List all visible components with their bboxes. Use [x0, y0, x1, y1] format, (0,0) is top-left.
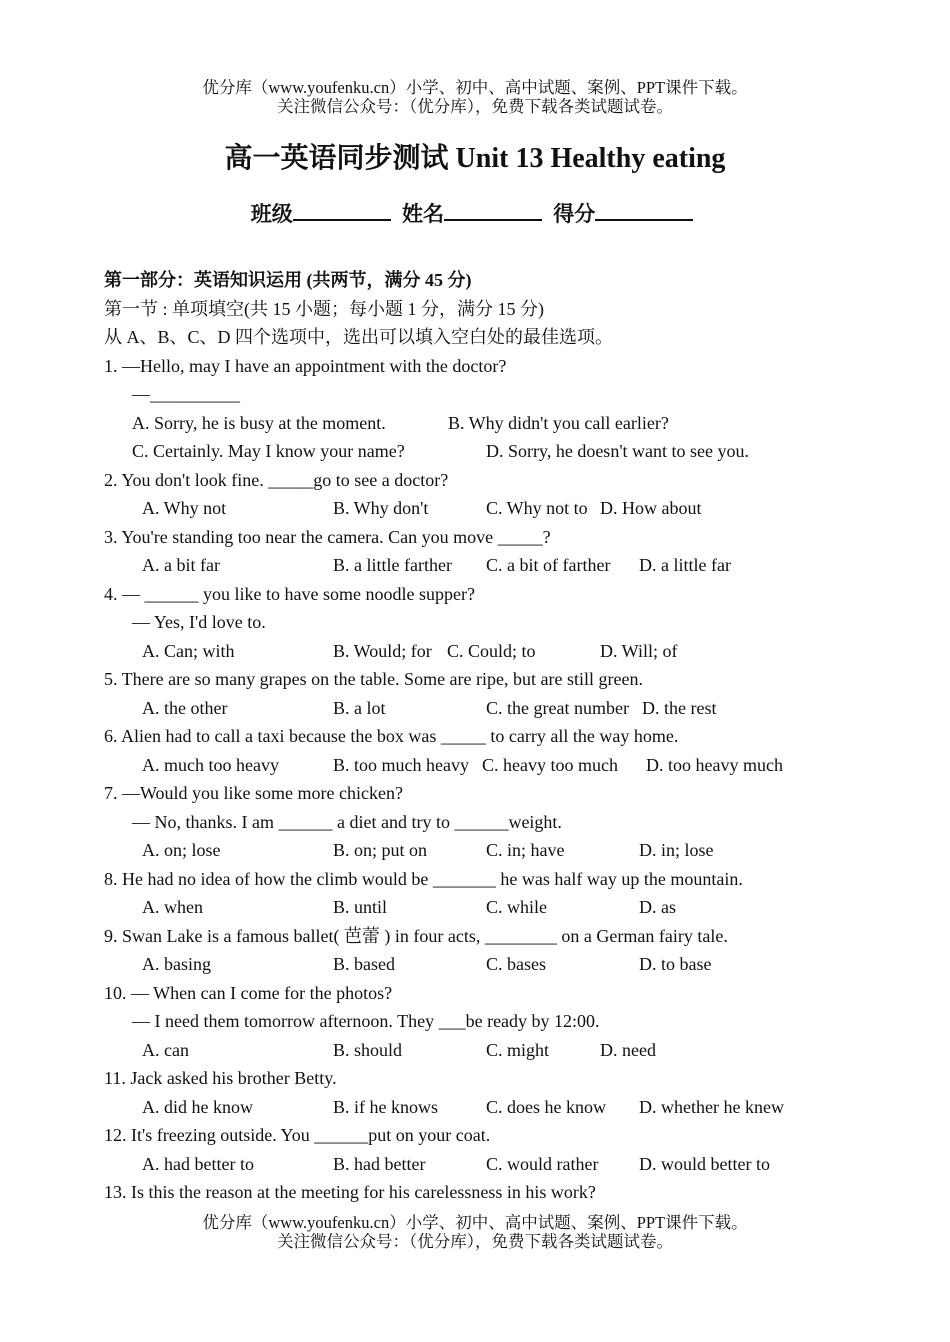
question-item [104, 865, 824, 922]
question-stem: 6. Alien had to call a taxi because the box was _____ to carry all the way home. [104, 726, 679, 746]
page-title: 高一英语同步测试 Unit 13 Healthy eating [224, 143, 726, 174]
answer-option: B. Why didn't you call earlier? [448, 412, 669, 433]
answer-option: D. would better to [639, 1153, 770, 1174]
answer-option: D. in; lose [639, 840, 714, 860]
option-row [104, 893, 824, 922]
answer-option: A. can [142, 1039, 189, 1060]
option-row [104, 637, 824, 666]
answer-option: A. basing [142, 954, 211, 974]
answer-option: A. much too heavy [142, 754, 279, 775]
answer-option: B. on; put on [333, 840, 428, 860]
footer-line-2: 关注微信公众号：（优分库），免费下载各类试题试卷。 [277, 1232, 673, 1251]
answer-option: B. if he knows [333, 1096, 438, 1117]
answer-option: D. a little far [639, 555, 731, 575]
option-row [104, 950, 824, 979]
answer-option: B. a little farther [333, 555, 452, 575]
question-dialogue-line: — Yes, I'd love to. [132, 612, 266, 632]
answer-option: B. had better [333, 1153, 426, 1174]
question-stem: 7. —Would you like some more chicken? [104, 783, 403, 803]
answer-option: D. the rest [642, 697, 717, 718]
page-header [0, 78, 950, 116]
answer-option: A. Why not [142, 498, 227, 518]
answer-option: D. need [600, 1039, 656, 1060]
answer-option: D. whether he knew [639, 1096, 784, 1117]
option-row [104, 1093, 824, 1122]
question-stem: 5. There are so many grapes on the table. Some are ripe, but are still green. [104, 669, 643, 689]
answer-option: C. would rather [486, 1153, 599, 1174]
option-row [104, 494, 824, 523]
question-item [104, 722, 824, 779]
answer-option: C. Could; to [447, 640, 536, 661]
answer-option: C. bases [486, 954, 546, 974]
class-blank [293, 199, 391, 221]
answer-option: D. How about [600, 498, 702, 518]
answer-option: B. a lot [333, 697, 386, 718]
question-item [104, 922, 824, 979]
question-stem: 9. Swan Lake is a famous ballet( 芭蕾 ) in four acts, ________ on a German fairy tale. [104, 925, 728, 946]
answer-option: A. the other [142, 697, 228, 718]
option-row [104, 437, 824, 466]
question-stem: 13. Is this the reason at the meeting for his carelessness in his work? [104, 1182, 596, 1202]
answer-option: B. Why don't [333, 498, 429, 518]
question-item [104, 979, 824, 1065]
answer-option: B. should [333, 1039, 403, 1060]
answer-option: B. until [333, 897, 388, 917]
question-stem: 3. You're standing too near the camera. Can you move _____? [104, 526, 551, 547]
question-stem: 1. —Hello, may I have an appointment with the doctor? [104, 355, 507, 376]
option-row [104, 694, 824, 723]
answer-option: A. had better to [142, 1153, 254, 1174]
answer-option: C. the great number [486, 697, 629, 718]
option-row [104, 409, 824, 438]
part-heading: 第一部分：英语知识运用 (共两节，满分 45 分) [104, 270, 472, 290]
question-item [104, 523, 824, 580]
answer-option: A. Sorry, he is busy at the moment. [132, 412, 386, 433]
answer-option: C. heavy too much [482, 754, 618, 775]
answer-option: D. as [639, 897, 676, 917]
question-item [104, 466, 824, 523]
question-dialogue-line: — No, thanks. I am ______ a diet and try to ______weight. [132, 811, 562, 832]
option-row [104, 1150, 824, 1179]
answer-option: A. a bit far [142, 555, 220, 575]
answer-option: C. Why not to [486, 498, 588, 518]
answer-option: B. based [333, 954, 395, 974]
name-label: 姓名 [402, 202, 444, 226]
answer-option: B. too much heavy [333, 754, 469, 775]
page-footer [0, 1213, 950, 1251]
option-row [104, 751, 824, 780]
name-blank [444, 199, 542, 221]
answer-option: B. Would; for [333, 640, 432, 661]
answer-option: C. a bit of farther [486, 555, 611, 575]
score-blank [595, 199, 693, 221]
question-item [104, 1178, 824, 1207]
answer-option: C. might [486, 1039, 550, 1060]
question-stem: 10. — When can I come for the photos? [104, 982, 393, 1003]
question-item [104, 1121, 824, 1178]
question-item [104, 779, 824, 865]
question-item [104, 580, 824, 666]
answer-option: A. on; lose [142, 840, 221, 860]
section-heading: 第一节 : 单项填空(共 15 小题；每小题 1 分，满分 15 分) [104, 298, 544, 319]
class-label: 班级 [250, 202, 293, 226]
answer-option: A. when [142, 897, 203, 917]
score-label: 得分 [553, 202, 596, 226]
question-item [104, 665, 824, 722]
answer-option: A. Can; with [142, 640, 235, 661]
question-list [104, 352, 824, 1207]
answer-option: C. does he know [486, 1096, 606, 1117]
header-line-1: 优分库（www.youfenku.cn）小学、初中、高中试题、案例、PPT课件下载。 [202, 78, 748, 97]
question-stem: 8. He had no idea of how the climb would be _______ he was half way up the mountain. [104, 868, 743, 889]
question-item [104, 1064, 824, 1121]
student-info-fields [0, 198, 950, 228]
question-stem: 12. It's freezing outside. You ______put on your coat. [104, 1125, 491, 1145]
header-line-2: 关注微信公众号：（优分库），免费下载各类试题试卷。 [277, 97, 673, 116]
answer-option: D. Will; of [600, 640, 678, 661]
answer-option: D. to base [639, 954, 712, 974]
answer-option: C. Certainly. May I know your name? [132, 441, 405, 461]
question-dialogue-line: —__________ [132, 384, 240, 404]
question-dialogue-line: — I need them tomorrow afternoon. They ___be ready by 12:00. [132, 1011, 600, 1031]
answer-option: A. did he know [142, 1096, 253, 1117]
footer-line-1: 优分库（www.youfenku.cn）小学、初中、高中试题、案例、PPT课件下载。 [202, 1213, 748, 1232]
question-item [104, 352, 824, 466]
option-row [104, 1036, 824, 1065]
answer-option: C. in; have [486, 840, 565, 860]
answer-option: C. while [486, 897, 547, 917]
answer-option: D. Sorry, he doesn't want to see you. [486, 441, 750, 461]
question-stem: 4. — ______ you like to have some noodle supper? [104, 583, 475, 604]
option-row [104, 551, 824, 580]
question-stem: 2. You don't look fine. _____go to see a doctor? [104, 469, 449, 490]
exam-content [104, 266, 824, 1207]
option-row [104, 836, 824, 865]
answer-option: D. too heavy much [646, 754, 783, 775]
question-stem: 11. Jack asked his brother Betty. [104, 1068, 337, 1088]
instruction-text: 从 A、B、C、D 四个选项中，选出可以填入空白处的最佳选项。 [104, 327, 614, 347]
